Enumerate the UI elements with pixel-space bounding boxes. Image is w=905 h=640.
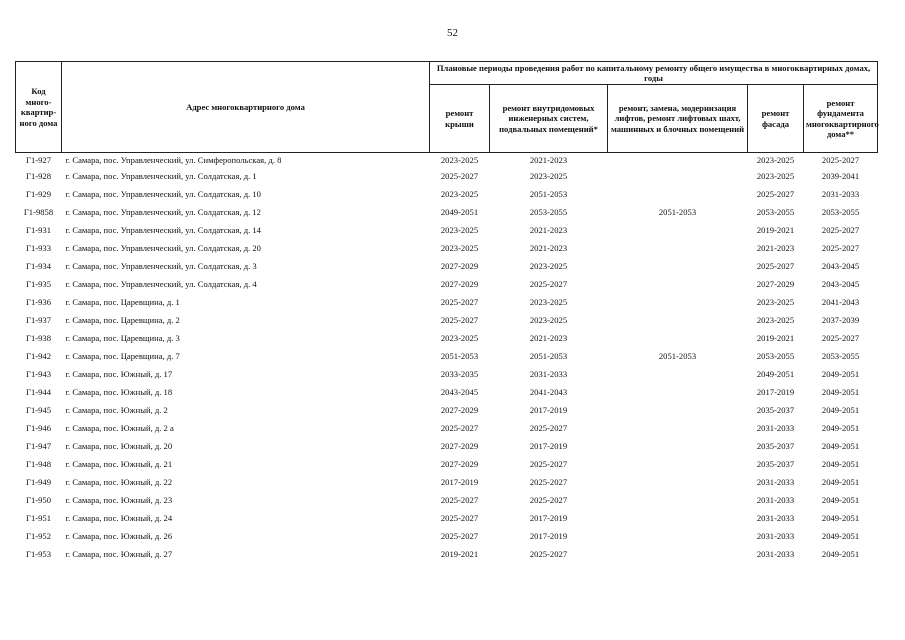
cell-address: г. Самара, пос. Южный, д. 26 (65, 531, 173, 541)
cell-code: Г1-947 (25, 441, 52, 451)
cell-facade: 2049-2051 (756, 369, 795, 379)
cell-systems: 2031-2033 (529, 369, 568, 379)
cell-foundation: 2049-2051 (821, 549, 860, 559)
cell-elevators (608, 293, 748, 311)
cell-roof: 2025-2027 (440, 315, 479, 325)
cell-systems: 2017-2019 (529, 513, 568, 523)
cell-foundation: 2053-2055 (821, 207, 860, 217)
table-row (16, 365, 878, 383)
table-row (16, 221, 878, 239)
cell-address: г. Самара, пос. Управленческий, ул. Солдатская, д. 20 (65, 243, 261, 253)
cell-roof: 2025-2027 (440, 495, 479, 505)
cell-facade: 2031-2033 (756, 513, 795, 523)
cell-foundation: 2049-2051 (821, 423, 860, 433)
cell-facade: 2019-2021 (756, 333, 795, 343)
header-systems: ремонт внутридомовых инженерных систем, подвальных помещений* (490, 85, 608, 153)
header-address: Адрес многоквартирного дома (62, 62, 430, 153)
cell-foundation: 2049-2051 (821, 405, 860, 415)
cell-elevators (608, 311, 748, 329)
table-row (16, 419, 878, 437)
cell-elevators (608, 185, 748, 203)
cell-code: Г1-928 (25, 171, 52, 181)
cell-roof: 2023-2025 (440, 333, 479, 343)
cell-roof: 2017-2019 (440, 477, 479, 487)
cell-systems: 2025-2027 (529, 279, 568, 289)
cell-foundation: 2039-2041 (821, 171, 860, 181)
cell-facade: 2023-2025 (756, 171, 795, 181)
cell-foundation: 2053-2055 (821, 351, 860, 361)
table-row (16, 329, 878, 347)
cell-code: Г1-933 (25, 243, 52, 253)
cell-foundation: 2049-2051 (821, 531, 860, 541)
cell-facade: 2031-2033 (756, 477, 795, 487)
cell-systems: 2023-2025 (529, 261, 568, 271)
cell-facade: 2035-2037 (756, 441, 795, 451)
header-elevators: ремонт, замена, модернизация лифтов, ремонт лифтовых шахт, машинных и блочных помещений (608, 85, 748, 153)
table-row (16, 275, 878, 293)
cell-facade: 2025-2027 (756, 261, 795, 271)
cell-foundation: 2049-2051 (821, 459, 860, 469)
cell-roof: 2025-2027 (440, 531, 479, 541)
cell-address: г. Самара, пос. Южный, д. 20 (65, 441, 173, 451)
cell-facade: 2023-2025 (756, 315, 795, 325)
table-row (16, 491, 878, 509)
table-body (16, 153, 878, 564)
cell-systems: 2021-2023 (529, 155, 568, 165)
cell-elevators (608, 239, 748, 257)
cell-systems: 2017-2019 (529, 531, 568, 541)
table-row (16, 473, 878, 491)
cell-systems: 2025-2027 (529, 495, 568, 505)
cell-systems: 2025-2027 (529, 549, 568, 559)
cell-roof: 2049-2051 (440, 207, 479, 217)
cell-facade: 2031-2033 (756, 531, 795, 541)
cell-elevators (608, 329, 748, 347)
table-row (16, 527, 878, 545)
cell-foundation: 2049-2051 (821, 369, 860, 379)
cell-systems: 2021-2023 (529, 243, 568, 253)
cell-roof: 2025-2027 (440, 513, 479, 523)
cell-systems: 2051-2053 (529, 189, 568, 199)
page-number: 52 (447, 27, 458, 39)
cell-elevators (608, 419, 748, 437)
cell-roof: 2027-2029 (440, 405, 479, 415)
table-header (16, 62, 878, 153)
cell-elevators (608, 153, 748, 168)
cell-facade: 2031-2033 (756, 549, 795, 559)
table-row (16, 185, 878, 203)
cell-elevators (608, 221, 748, 239)
cell-systems: 2023-2025 (529, 171, 568, 181)
cell-foundation: 2049-2051 (821, 513, 860, 523)
cell-roof: 2023-2025 (440, 155, 479, 165)
cell-elevators (608, 527, 748, 545)
cell-roof: 2027-2029 (440, 441, 479, 451)
cell-elevators: 2051-2053 (658, 207, 697, 217)
cell-code: Г1-948 (25, 459, 52, 469)
cell-facade: 2017-2019 (756, 387, 795, 397)
cell-facade: 2019-2021 (756, 225, 795, 235)
cell-foundation: 2031-2033 (821, 189, 860, 199)
cell-code: Г1-950 (25, 495, 52, 505)
cell-address: г. Самара, пос. Управленческий, ул. Солдатская, д. 1 (65, 171, 257, 181)
cell-systems: 2021-2023 (529, 225, 568, 235)
cell-foundation: 2043-2045 (821, 261, 860, 271)
table-row (16, 545, 878, 563)
cell-code: Г1-935 (25, 279, 52, 289)
cell-roof: 2043-2045 (440, 387, 479, 397)
cell-facade: 2021-2023 (756, 243, 795, 253)
cell-facade: 2027-2029 (756, 279, 795, 289)
cell-code: Г1-946 (25, 423, 52, 433)
cell-elevators (608, 275, 748, 293)
cell-facade: 2025-2027 (756, 189, 795, 199)
cell-foundation: 2049-2051 (821, 477, 860, 487)
cell-address: г. Самара, пос. Управленческий, ул. Солдатская, д. 10 (65, 189, 261, 199)
cell-foundation: 2025-2027 (821, 225, 860, 235)
cell-foundation: 2049-2051 (821, 387, 860, 397)
cell-code: Г1-937 (25, 315, 52, 325)
cell-address: г. Самара, пос. Южный, д. 21 (65, 459, 173, 469)
cell-elevators (608, 437, 748, 455)
cell-elevators: 2051-2053 (658, 351, 697, 361)
cell-roof: 2027-2029 (440, 261, 479, 271)
table-row (16, 203, 878, 221)
cell-address: г. Самара, пос. Управленческий, ул. Солдатская, д. 12 (65, 207, 261, 217)
header-group: Плановые периоды проведения работ по капитальному ремонту общего имущества в многоквартирных домах, годы (430, 62, 878, 85)
header-code: Код много-квартир-ного дома (16, 62, 62, 153)
cell-address: г. Самара, пос. Южный, д. 22 (65, 477, 173, 487)
cell-roof: 2025-2027 (440, 171, 479, 181)
table-row (16, 437, 878, 455)
cell-code: Г1-952 (25, 531, 52, 541)
table-row (16, 311, 878, 329)
cell-systems: 2017-2019 (529, 405, 568, 415)
header-facade: ремонт фасада (748, 85, 804, 153)
cell-facade: 2023-2025 (756, 155, 795, 165)
cell-address: г. Самара, пос. Царевщина, д. 1 (65, 297, 180, 307)
cell-facade: 2035-2037 (756, 405, 795, 415)
cell-facade: 2053-2055 (756, 351, 795, 361)
cell-systems: 2023-2025 (529, 315, 568, 325)
cell-roof: 2023-2025 (440, 189, 479, 199)
cell-address: г. Самара, пос. Южный, д. 24 (65, 513, 173, 523)
cell-systems: 2025-2027 (529, 477, 568, 487)
cell-code: Г1-936 (25, 297, 52, 307)
table-row (16, 153, 878, 168)
cell-systems: 2023-2025 (529, 297, 568, 307)
cell-code: Г1-942 (25, 351, 52, 361)
cell-address: г. Самара, пос. Царевщина, д. 3 (65, 333, 180, 343)
cell-address: г. Самара, пос. Царевщина, д. 2 (65, 315, 180, 325)
cell-address: г. Самара, пос. Южный, д. 2 а (65, 423, 174, 433)
cell-code: Г1-953 (25, 549, 52, 559)
cell-code: Г1-929 (25, 189, 52, 199)
table-row (16, 293, 878, 311)
cell-foundation: 2043-2045 (821, 279, 860, 289)
cell-address: г. Самара, пос. Южный, д. 17 (65, 369, 173, 379)
cell-systems: 2053-2055 (529, 207, 568, 217)
cell-facade: 2031-2033 (756, 423, 795, 433)
cell-roof: 2027-2029 (440, 459, 479, 469)
cell-roof: 2033-2035 (440, 369, 479, 379)
cell-facade: 2035-2037 (756, 459, 795, 469)
cell-systems: 2051-2053 (529, 351, 568, 361)
cell-facade: 2023-2025 (756, 297, 795, 307)
cell-elevators (608, 545, 748, 563)
cell-facade: 2053-2055 (756, 207, 795, 217)
cell-foundation: 2025-2027 (821, 243, 860, 253)
cell-systems: 2021-2023 (529, 333, 568, 343)
header-foundation: ремонт фундамента многоквартирного дома** (804, 85, 878, 153)
table-row (16, 257, 878, 275)
cell-roof: 2027-2029 (440, 279, 479, 289)
cell-address: г. Самара, пос. Южный, д. 2 (65, 405, 168, 415)
cell-elevators (608, 509, 748, 527)
cell-roof: 2025-2027 (440, 297, 479, 307)
table-row (16, 347, 878, 365)
cell-code: Г1-927 (25, 155, 52, 165)
cell-code: Г1-938 (25, 333, 52, 343)
cell-elevators (608, 401, 748, 419)
cell-foundation: 2049-2051 (821, 441, 860, 451)
cell-code: Г1-951 (25, 513, 52, 523)
cell-address: г. Самара, пос. Царевщина, д. 7 (65, 351, 180, 361)
cell-roof: 2051-2053 (440, 351, 479, 361)
cell-address: г. Самара, пос. Управленческий, ул. Солдатская, д. 14 (65, 225, 261, 235)
cell-foundation: 2025-2027 (821, 155, 860, 165)
cell-code: Г1-944 (25, 387, 52, 397)
cell-address: г. Самара, пос. Южный, д. 27 (65, 549, 173, 559)
cell-address: г. Самара, пос. Управленческий, ул. Солдатская, д. 4 (65, 279, 257, 289)
cell-facade: 2031-2033 (756, 495, 795, 505)
table-row (16, 401, 878, 419)
cell-elevators (608, 455, 748, 473)
cell-address: г. Самара, пос. Управленческий, ул. Солдатская, д. 3 (65, 261, 257, 271)
table-row (16, 509, 878, 527)
cell-elevators (608, 383, 748, 401)
cell-systems: 2017-2019 (529, 441, 568, 451)
cell-address: г. Самара, пос. Южный, д. 18 (65, 387, 173, 397)
cell-roof: 2023-2025 (440, 225, 479, 235)
cell-elevators (608, 365, 748, 383)
cell-foundation: 2049-2051 (821, 495, 860, 505)
cell-roof: 2019-2021 (440, 549, 479, 559)
table-row (16, 455, 878, 473)
cell-elevators (608, 167, 748, 185)
cell-elevators (608, 473, 748, 491)
cell-roof: 2025-2027 (440, 423, 479, 433)
cell-systems: 2041-2043 (529, 387, 568, 397)
cell-code: Г1-945 (25, 405, 52, 415)
table-row (16, 383, 878, 401)
cell-elevators (608, 257, 748, 275)
cell-code: Г1-931 (25, 225, 52, 235)
cell-code: Г1-9858 (23, 207, 54, 217)
table-row (16, 167, 878, 185)
cell-elevators (608, 491, 748, 509)
cell-code: Г1-949 (25, 477, 52, 487)
cell-code: Г1-934 (25, 261, 52, 271)
header-roof: ремонт крыши (430, 85, 490, 153)
table-row (16, 239, 878, 257)
cell-roof: 2023-2025 (440, 243, 479, 253)
cell-foundation: 2025-2027 (821, 333, 860, 343)
cell-systems: 2025-2027 (529, 423, 568, 433)
cell-address: г. Самара, пос. Южный, д. 23 (65, 495, 173, 505)
repair-schedule-table (15, 61, 878, 563)
cell-systems: 2025-2027 (529, 459, 568, 469)
cell-code: Г1-943 (25, 369, 52, 379)
cell-foundation: 2041-2043 (821, 297, 860, 307)
cell-address: г. Самара, пос. Управленческий, ул. Симферопольская, д. 8 (65, 155, 282, 165)
cell-foundation: 2037-2039 (821, 315, 860, 325)
